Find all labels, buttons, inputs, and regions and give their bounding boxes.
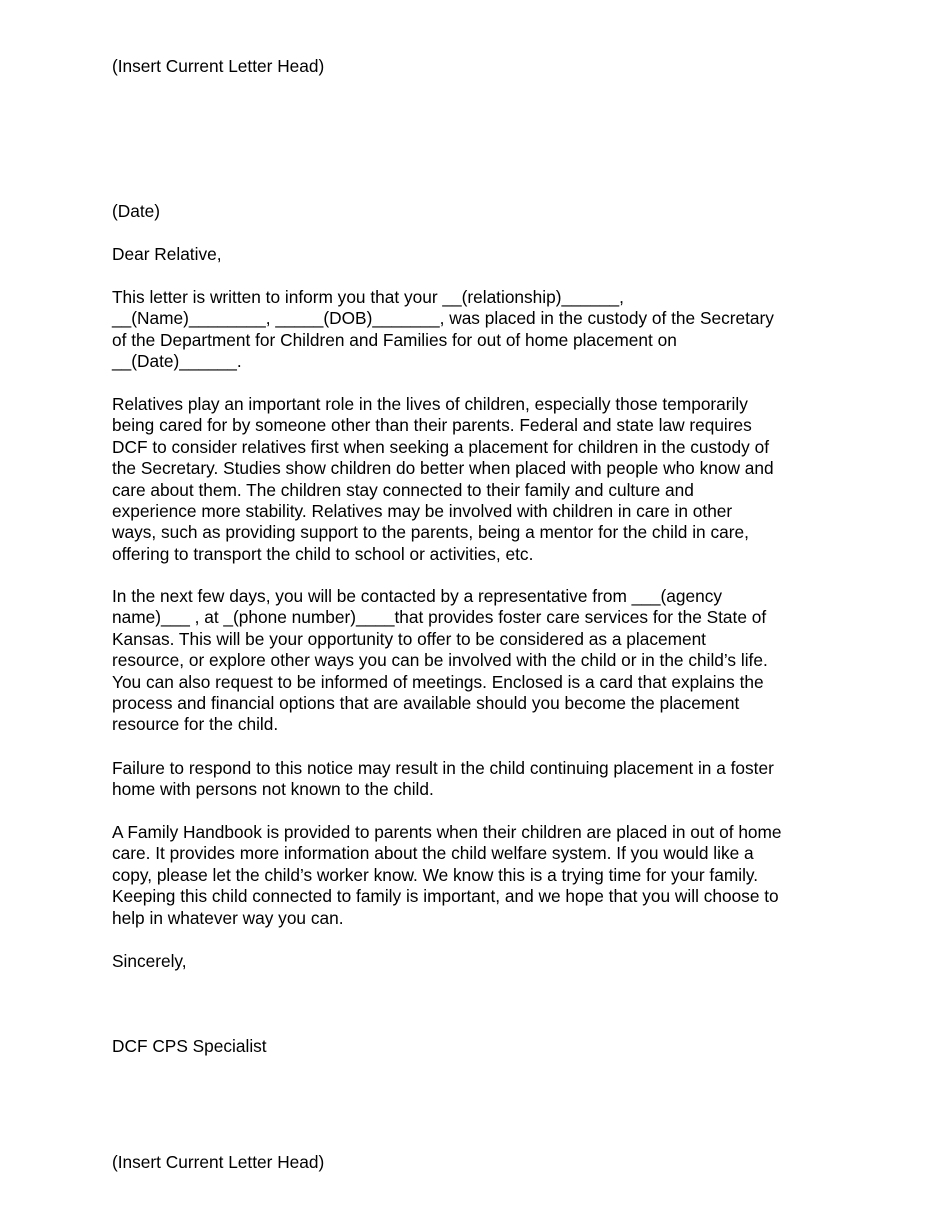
paragraph-failure-notice xyxy=(112,758,852,801)
paragraph-line: the Secretary. Studies show children do better when placed with people who know and xyxy=(112,458,774,479)
date-placeholder: (Date) xyxy=(112,201,161,221)
paragraph-line: offering to transport the child to school or activities, etc. xyxy=(112,543,534,564)
paragraph-line: Failure to respond to this notice may result in the child continuing placement in a foster xyxy=(112,758,774,778)
paragraph-line: ways, such as providing support to the parents, being a mentor for the child in care, xyxy=(112,522,749,543)
paragraph-family-handbook xyxy=(112,822,852,929)
paragraph-line: of the Department for Children and Families for out of home placement on xyxy=(112,329,677,350)
paragraph-line: Relatives play an important role in the lives of children, especially those temporarily xyxy=(112,394,748,414)
paragraph-line: resource for the child. xyxy=(112,714,279,735)
salutation: Dear Relative, xyxy=(112,244,222,264)
paragraph-line: Kansas. This will be your opportunity to offer to be considered as a placement xyxy=(112,628,706,649)
paragraph-line: being cared for by someone other than their parents. Federal and state law requires xyxy=(112,415,752,436)
paragraph-line: resource, or explore other ways you can be involved with the child or in the child’s life. xyxy=(112,650,768,671)
paragraph-custody-notice xyxy=(112,287,852,373)
paragraph-line: copy, please let the child’s worker know. We know this is a trying time for your family. xyxy=(112,864,759,885)
paragraph-line: care. It provides more information about the child welfare system. If you would like a xyxy=(112,843,754,864)
paragraph-line: help in whatever way you can. xyxy=(112,907,344,928)
paragraph-line: DCF to consider relatives first when seeking a placement for children in the custody of xyxy=(112,436,769,457)
paragraph-line: This letter is written to inform you that your __(relationship)______, xyxy=(112,287,624,307)
paragraph-line: Keeping this child connected to family is important, and we hope that you will choose to xyxy=(112,886,779,907)
signature-title: DCF CPS Specialist xyxy=(112,1036,267,1056)
paragraph-line: A Family Handbook is provided to parents when their children are placed in out of home xyxy=(112,822,782,842)
paragraph-line: __(Name)________, _____(DOB)_______, was placed in the custody of the Secretary xyxy=(112,308,774,329)
paragraph-line: You can also request to be informed of meetings. Enclosed is a card that explains the xyxy=(112,671,764,692)
paragraph-line: experience more stability. Relatives may be involved with children in care in other xyxy=(112,501,733,522)
paragraph-relatives-role xyxy=(112,394,852,565)
paragraph-line: __(Date)______. xyxy=(112,351,242,372)
paragraph-agency-contact xyxy=(112,586,852,736)
closing: Sincerely, xyxy=(112,951,187,971)
letterhead-placeholder-bottom: (Insert Current Letter Head) xyxy=(112,1152,325,1172)
paragraph-line: home with persons not known to the child. xyxy=(112,779,434,800)
paragraph-line: process and financial options that are available should you become the placement xyxy=(112,693,740,714)
paragraph-line: care about them. The children stay connected to their family and culture and xyxy=(112,479,694,500)
letterhead-placeholder-top: (Insert Current Letter Head) xyxy=(112,56,325,76)
paragraph-line: name)___ , at _(phone number)____that provides foster care services for the State of xyxy=(112,607,767,628)
paragraph-line: In the next few days, you will be contacted by a representative from ___(agency xyxy=(112,586,722,606)
